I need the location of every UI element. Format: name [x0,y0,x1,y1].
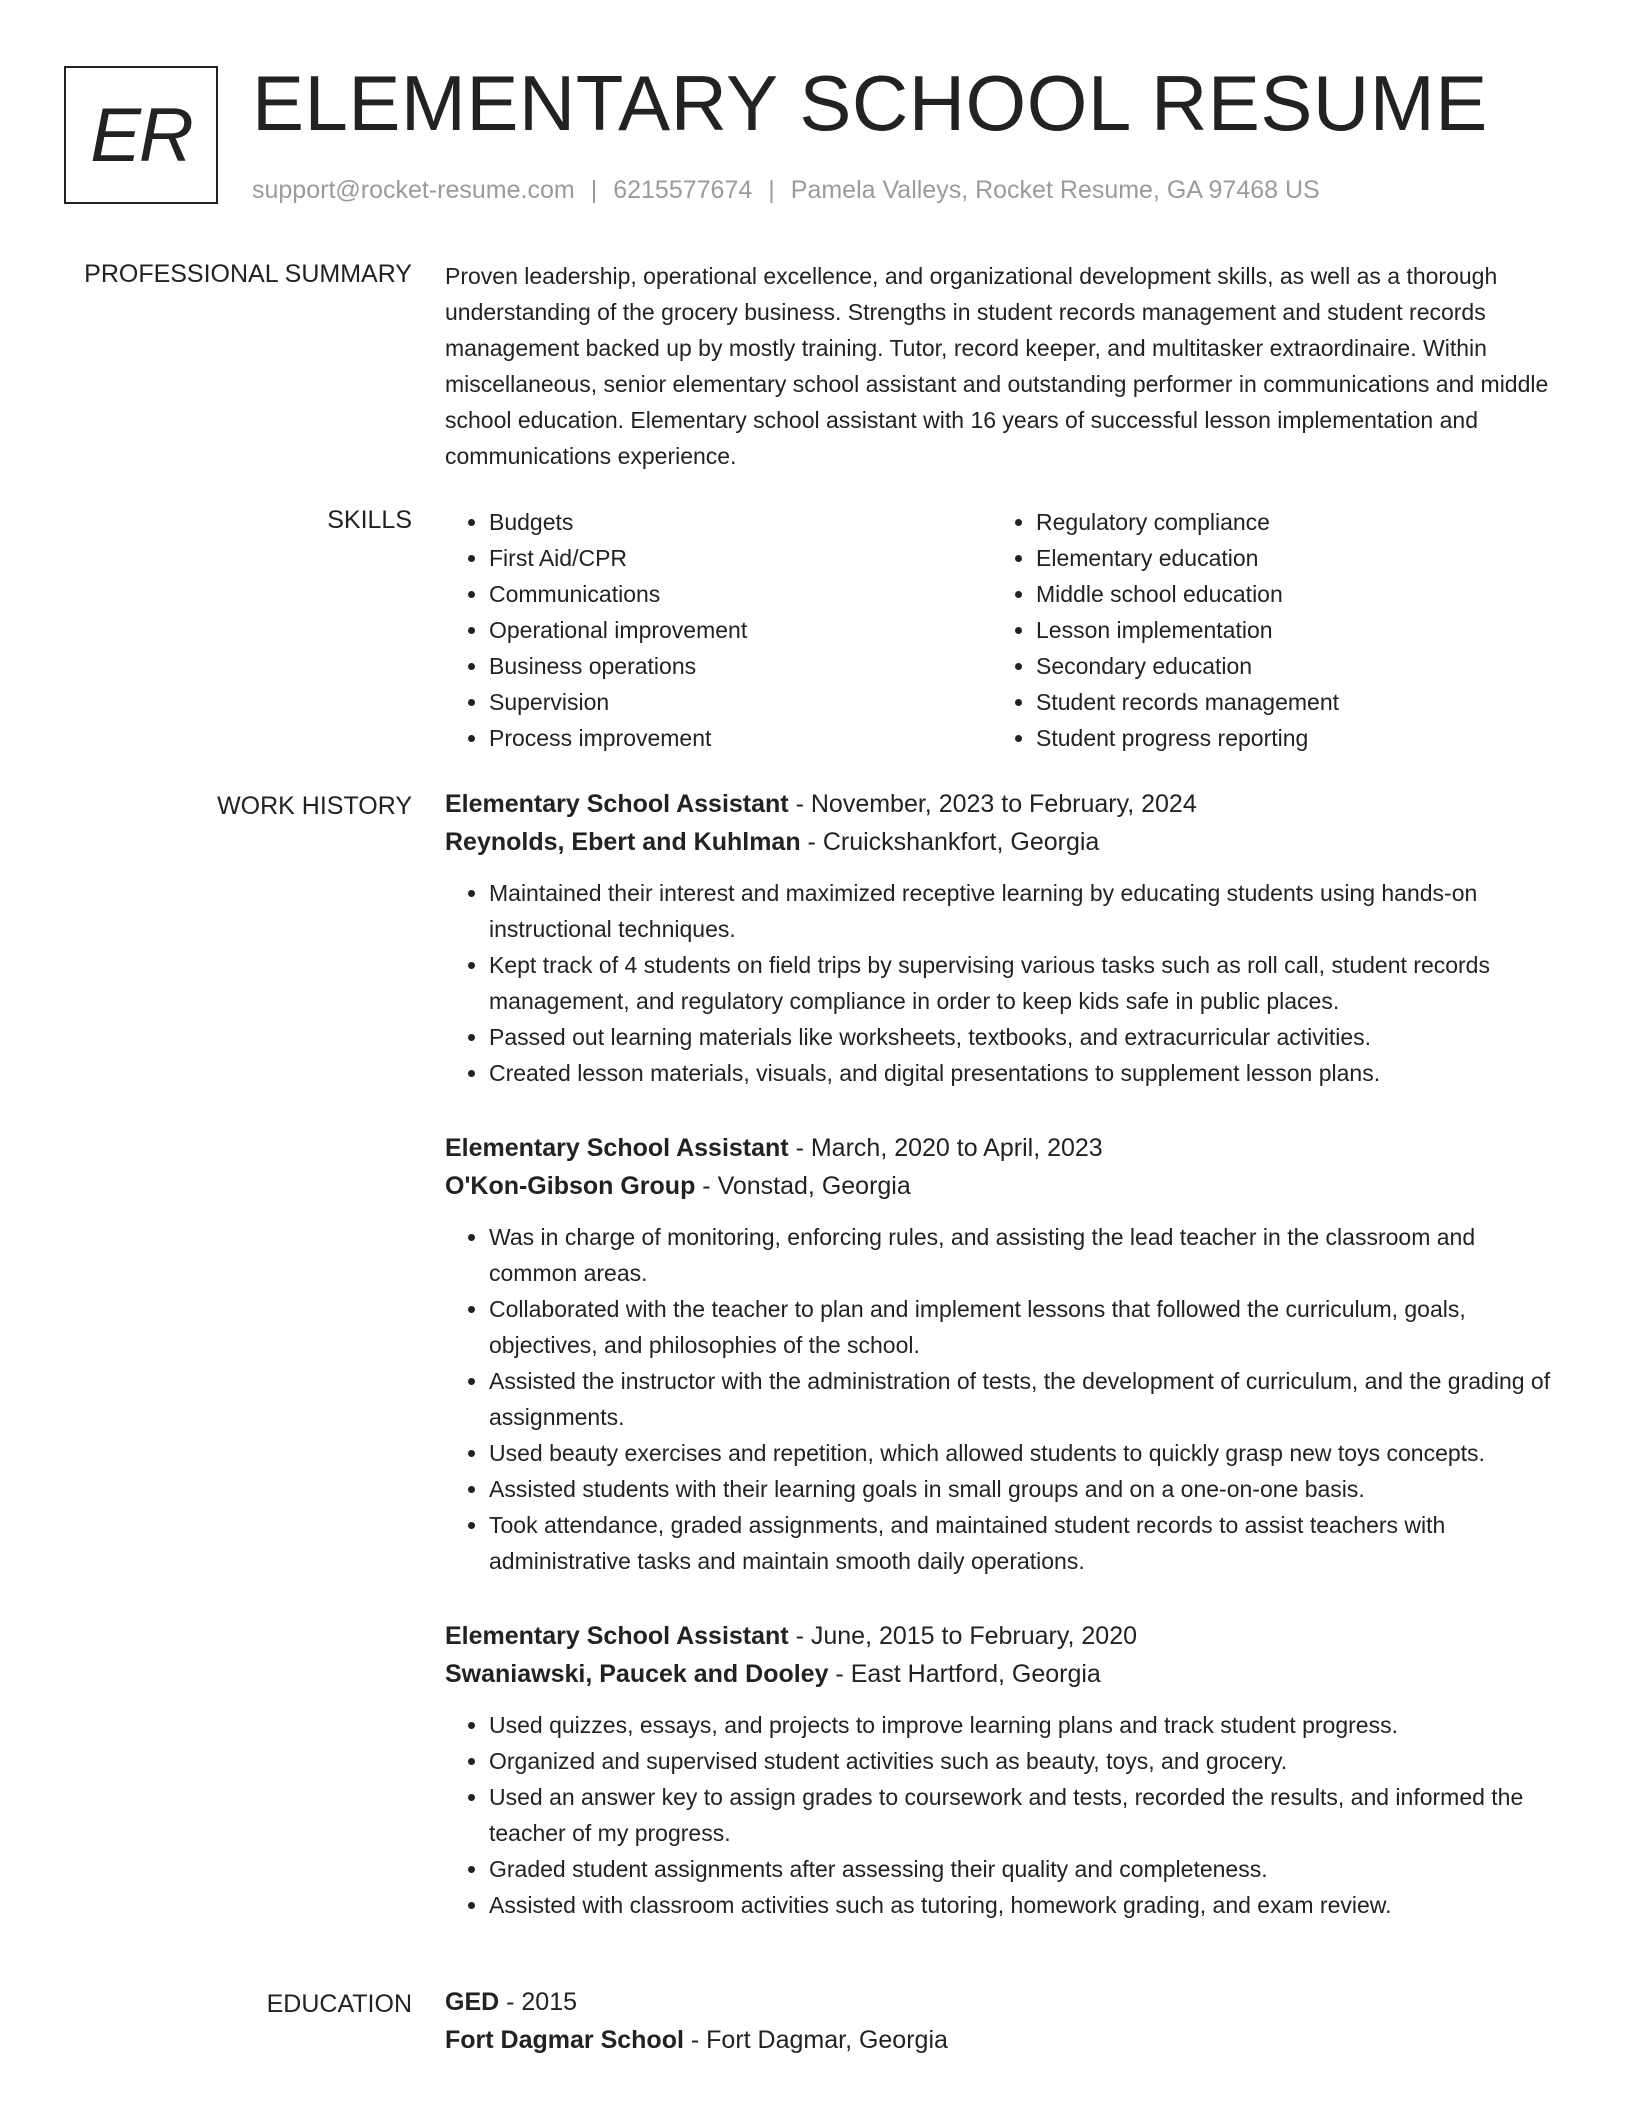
education-heading: EDUCATION [266,1990,412,2018]
skill-item: • First Aid/CPR [489,540,992,576]
work-history-heading: WORK HISTORY [217,792,412,820]
job-duty: • Organized and supervised student activities such as beauty, toys, and grocery. [489,1743,1560,1779]
job-duty: • Passed out learning materials like worksheets, textbooks, and extracurricular activities. [489,1019,1560,1055]
job-duty: • Maintained their interest and maximized receptive learning by educating students using hands-on instructional techniques. [489,875,1560,947]
job-duties [445,1707,1560,1923]
job-duties [445,1219,1560,1579]
education-body [445,1983,1560,2059]
job-duty: • Collaborated with the teacher to plan and implement lessons that followed the curriculum, goals, objectives, and philosophies of the school. [489,1291,1560,1363]
job-dates: - November, 2023 to February, 2024 [788,790,1197,818]
job-duty: • Assisted students with their learning goals in small groups and on a one-on-one basis. [489,1471,1560,1507]
skill-item: • Operational improvement [489,612,992,648]
job-location: - Cruickshankfort, Georgia [800,828,1100,856]
skill-item: • Secondary education [1036,648,1539,684]
education-degree: GED [445,1988,500,2016]
job-entry [445,785,1560,1091]
contact-address: Pamela Valleys, Rocket Resume, GA 97468 US [790,176,1320,204]
job-entry [445,1129,1560,1579]
job-duty: • Assisted with classroom activities such as tutoring, homework grading, and exam review. [489,1887,1560,1923]
summary-text: Proven leadership, operational excellence, and organizational development skills, as well as a thorough understanding of the grocery business. Strengths in student records management and student records management backed up by mostly training. Tutor, record keeper, and multitasker extraordinaire. Within miscellaneous, senior elementary school assistant and outstanding performer in communications and middle school education. Elementary school assistant with 16 years of successful lesson implementation and communications experience. [445,263,1549,469]
contact-email: support@rocket-resume.com [252,176,575,204]
job-duties [445,875,1560,1091]
job-dates: - June, 2015 to February, 2020 [788,1622,1138,1650]
education-school: Fort Dagmar School [445,2026,684,2054]
resume-title: ELEMENTARY SCHOOL RESUME [252,59,1488,147]
job-title-line [445,785,1560,823]
contact-separator: | [768,176,775,204]
skill-item: • Lesson implementation [1036,612,1539,648]
skill-item: • Business operations [489,648,992,684]
skill-item: • Middle school education [1036,576,1539,612]
job-employer: O'Kon-Gibson Group [445,1172,696,1200]
skills-list-left [445,504,992,756]
job-entry [445,1617,1560,1923]
education-year: - 2015 [499,1988,578,2016]
job-title: Elementary School Assistant [445,1622,789,1650]
skill-item: • Process improvement [489,720,992,756]
job-duty: • Used an answer key to assign grades to coursework and tests, recorded the results, and informed the teacher of my progress. [489,1779,1560,1851]
job-duty: • Kept track of 4 students on field trips by supervising various tasks such as roll call, student records management, and regulatory compliance in order to keep kids safe in public places. [489,947,1560,1019]
job-employer-line [445,1655,1560,1693]
education-school-line [445,2021,1560,2059]
job-duty: • Assisted the instructor with the administration of tests, the development of curriculum, and the grading of assignments. [489,1363,1560,1435]
job-title-line [445,1129,1560,1167]
job-duty: • Used quizzes, essays, and projects to improve learning plans and track student progress. [489,1707,1560,1743]
job-title: Elementary School Assistant [445,790,789,818]
skill-item: • Regulatory compliance [1036,504,1539,540]
job-employer-line [445,1167,1560,1205]
skills-heading: SKILLS [327,506,412,534]
job-duty: • Used beauty exercises and repetition, which allowed students to quickly grasp new toys concepts. [489,1435,1560,1471]
job-duty: • Was in charge of monitoring, enforcing rules, and assisting the lead teacher in the classroom and common areas. [489,1219,1560,1291]
contact-line [252,174,1320,206]
skill-item: • Elementary education [1036,540,1539,576]
job-employer: Reynolds, Ebert and Kuhlman [445,828,801,856]
skills-list-right [992,504,1539,756]
job-duty: • Graded student assignments after assessing their quality and completeness. [489,1851,1560,1887]
job-employer: Swaniawski, Paucek and Dooley [445,1660,829,1688]
job-employer-line [445,823,1560,861]
education-degree-line [445,1983,1560,2021]
contact-separator: | [590,176,598,204]
job-location: - Vonstad, Georgia [695,1172,911,1200]
contact-phone: 6215577674 [613,176,753,204]
skill-item: • Supervision [489,684,992,720]
job-title-line [445,1617,1560,1655]
job-duty: • Created lesson materials, visuals, and digital presentations to supplement lesson plans. [489,1055,1560,1091]
job-duty: • Took attendance, graded assignments, and maintained student records to assist teachers with administrative tasks and maintain smooth daily operations. [489,1507,1560,1579]
initials-monogram: ER [64,66,218,204]
job-location: - East Hartford, Georgia [828,1660,1101,1688]
job-title: Elementary School Assistant [445,1134,789,1162]
skills-columns [445,504,1560,756]
skill-item: • Student progress reporting [1036,720,1539,756]
education-location: - Fort Dagmar, Georgia [683,2026,948,2054]
job-dates: - March, 2020 to April, 2023 [788,1134,1103,1162]
skill-item: • Communications [489,576,992,612]
summary-heading: PROFESSIONAL SUMMARY [84,260,412,288]
skill-item: • Student records management [1036,684,1539,720]
work-history-body [445,785,1560,1961]
skill-item: • Budgets [489,504,992,540]
